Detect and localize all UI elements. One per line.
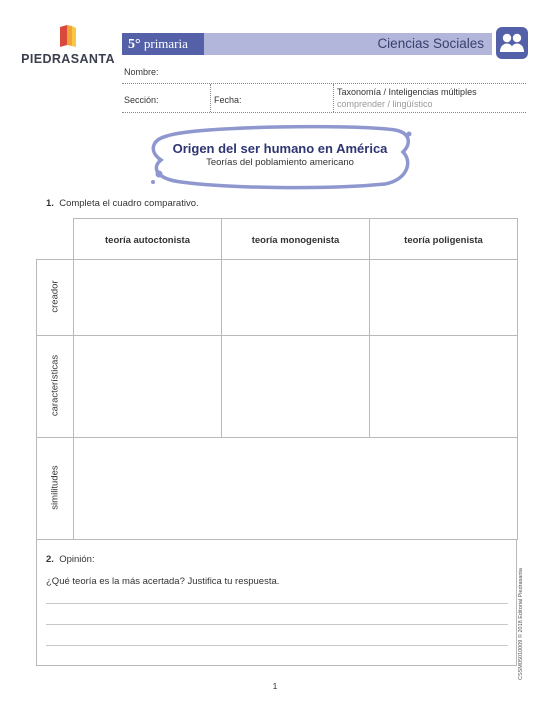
- page-number: 1: [272, 681, 278, 691]
- logo-text: PIEDRASANTA: [21, 52, 115, 66]
- answer-cell[interactable]: [221, 259, 370, 336]
- answer-cell[interactable]: [369, 335, 518, 438]
- name-line: [122, 83, 526, 84]
- side-credit: CSSM05010009 © 2018 Editorial Piedrasanta: [518, 568, 524, 680]
- worksheet-subtitle: Teorías del poblamiento americano: [206, 157, 354, 168]
- column-header-poligenista: teoría poligenista: [404, 235, 483, 246]
- activity-2-heading: [46, 554, 95, 565]
- group-users-icon: [496, 27, 528, 59]
- subject-title: Ciencias Sociales: [204, 33, 492, 55]
- logo: [18, 24, 118, 70]
- book-logo-icon: [58, 24, 78, 48]
- answer-line[interactable]: [46, 624, 508, 625]
- activity-2-title: Opinión:: [59, 554, 95, 565]
- answer-line[interactable]: [46, 603, 508, 604]
- grade-label: primaria: [143, 36, 188, 51]
- name-label: Nombre:: [124, 67, 159, 77]
- column-header-monogenista: teoría monogenista: [251, 235, 340, 246]
- date-label: Fecha:: [214, 95, 242, 105]
- section-line: [122, 112, 526, 113]
- answer-cell[interactable]: [369, 259, 518, 336]
- answer-cell[interactable]: [73, 259, 222, 336]
- activity-2-number: 2.: [46, 554, 54, 565]
- answer-cell[interactable]: [73, 335, 222, 438]
- activity-1-instruction: [46, 198, 199, 209]
- worksheet-title: Origen del ser humano en América: [172, 141, 388, 156]
- grade-badge: [122, 33, 204, 55]
- taxonomy-label: Taxonomía / Inteligencias múltiples: [337, 87, 477, 97]
- answer-cell[interactable]: [221, 335, 370, 438]
- row-header-caracteristicas: características: [49, 354, 61, 417]
- section-label: Sección:: [124, 95, 159, 105]
- activity-1-text: Completa el cuadro comparativo.: [59, 198, 199, 209]
- grade-number: 5°: [128, 37, 141, 52]
- row-header-creador: creador: [49, 280, 61, 313]
- taxonomy-value: comprender / lingüístico: [337, 99, 433, 109]
- answer-cell-wide[interactable]: [73, 437, 518, 540]
- answer-line[interactable]: [46, 645, 508, 646]
- activity-2-question: ¿Qué teoría es la más acertada? Justifica tu respuesta.: [46, 576, 280, 587]
- activity-1-number: 1.: [46, 198, 54, 209]
- column-header-autoctonista: teoría autoctonista: [105, 235, 190, 246]
- field-divider: [333, 84, 334, 112]
- row-header-similitudes: similitudes: [49, 465, 61, 510]
- field-divider: [210, 84, 211, 112]
